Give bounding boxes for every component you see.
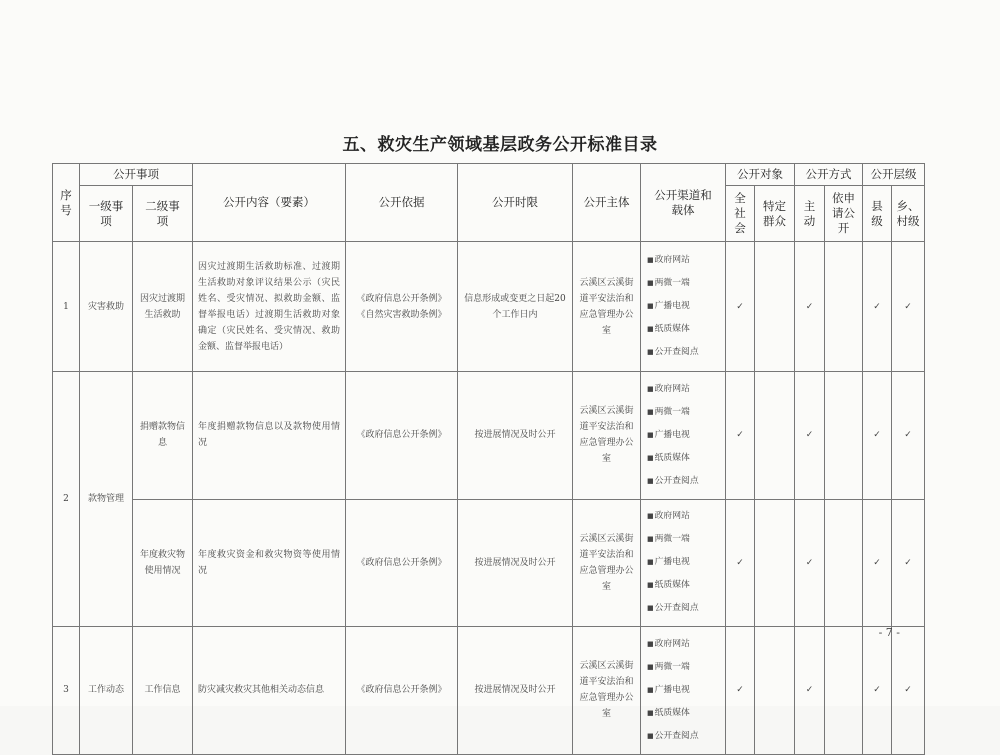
row-basis: 《政府信息公开条例》 <box>346 499 458 627</box>
row-subject: 云溪区云溪街道平安法治和应急管理办公室 <box>573 499 641 627</box>
row-basis: 《政府信息公开条例》 《自然灾害救助条例》 <box>346 242 458 372</box>
header-matters: 公开事项 <box>80 164 193 186</box>
row-basis: 《政府信息公开条例》 <box>346 627 458 755</box>
channel-item: ■ 两微一端 <box>647 278 725 290</box>
row-level2: 捐赠款物信息 <box>133 372 193 500</box>
header-method-apply: 依申请公开 <box>825 186 863 242</box>
channel-item: ■ 政府网站 <box>647 384 725 396</box>
check-mark: ✓ <box>863 499 892 627</box>
row-subject: 云溪区云溪街道平安法治和应急管理办公室 <box>573 372 641 500</box>
channel-item: ■ 广播电视 <box>647 301 725 313</box>
row-channels <box>641 499 726 627</box>
check-mark: ✓ <box>892 242 925 372</box>
row-channels <box>641 372 726 500</box>
row-basis: 《政府信息公开条例》 <box>346 372 458 500</box>
row-content: 因灾过渡期生活救助标准、过渡期生活救助对象评议结果公示（灾民姓名、受灾情况、拟救助金额、监督举报电话）过渡期生活救助对象确定（灾民姓名、受灾情况、救助金额、监督举报电话） <box>193 242 346 372</box>
row-channels <box>641 242 726 372</box>
channel-item: ■ 公开查阅点 <box>647 731 725 743</box>
header-subject: 公开主体 <box>573 164 641 242</box>
check-mark: ✓ <box>795 242 825 372</box>
row-level2: 因灾过渡期生活救助 <box>133 242 193 372</box>
header-level1: 一级事项 <box>80 186 133 242</box>
check-mark: ✓ <box>726 627 755 755</box>
header-time-limit: 公开时限 <box>458 164 573 242</box>
row-time-limit: 信息形成或变更之日起20个工作日内 <box>458 242 573 372</box>
check-mark: ✓ <box>863 627 892 755</box>
row-seq: 2 <box>53 372 80 627</box>
channel-item: ■ 公开查阅点 <box>647 603 725 615</box>
row-level1: 款物管理 <box>80 372 133 627</box>
header-level-county: 县级 <box>863 186 892 242</box>
row-time-limit: 按进展情况及时公开 <box>458 499 573 627</box>
page-number: - 7 - <box>878 626 900 639</box>
channel-item: ■ 两微一端 <box>647 407 725 419</box>
check-mark: ✓ <box>726 499 755 627</box>
check-mark: ✓ <box>795 627 825 755</box>
check-mark: ✓ <box>726 242 755 372</box>
row-level1: 灾害救助 <box>80 242 133 372</box>
channel-item: ■ 广播电视 <box>647 685 725 697</box>
check-mark: ✓ <box>863 372 892 500</box>
row-time-limit: 按进展情况及时公开 <box>458 627 573 755</box>
header-level: 公开层级 <box>863 164 925 186</box>
header-seq: 序号 <box>53 164 80 242</box>
row-seq: 3 <box>53 627 80 755</box>
row-channels <box>641 627 726 755</box>
check-mark: ✓ <box>726 372 755 500</box>
row-subject: 云溪区云溪街道平安法治和应急管理办公室 <box>573 242 641 372</box>
channel-item: ■ 广播电视 <box>647 557 725 569</box>
table-row <box>53 242 925 372</box>
row-subject: 云溪区云溪街道平安法治和应急管理办公室 <box>573 627 641 755</box>
check-mark: ✓ <box>795 372 825 500</box>
catalog-table <box>52 163 925 755</box>
row-seq: 1 <box>53 242 80 372</box>
row-content: 年度捐赠款物信息以及款物使用情况 <box>193 372 346 500</box>
table-row <box>53 372 925 500</box>
check-mark: ✓ <box>863 242 892 372</box>
check-mark: ✓ <box>892 627 925 755</box>
header-level2: 二级事项 <box>133 186 193 242</box>
row-time-limit: 按进展情况及时公开 <box>458 372 573 500</box>
row-content: 年度救灾资金和救灾物资等使用情况 <box>193 499 346 627</box>
channel-item: ■ 公开查阅点 <box>647 476 725 488</box>
channel-item: ■ 两微一端 <box>647 662 725 674</box>
header-method-active: 主动 <box>795 186 825 242</box>
channel-item: ■ 两微一端 <box>647 534 725 546</box>
header-target-specific: 特定群众 <box>755 186 795 242</box>
channel-item: ■ 公开查阅点 <box>647 347 725 359</box>
header-method: 公开方式 <box>795 164 863 186</box>
channel-item: ■ 政府网站 <box>647 639 725 651</box>
check-mark: ✓ <box>892 499 925 627</box>
channel-item: ■ 纸质媒体 <box>647 324 725 336</box>
table-row <box>53 627 925 755</box>
header-target-all: 全社会 <box>726 186 755 242</box>
channel-item: ■ 纸质媒体 <box>647 453 725 465</box>
header-content: 公开内容（要素） <box>193 164 346 242</box>
check-mark: ✓ <box>795 499 825 627</box>
channel-item: ■ 政府网站 <box>647 511 725 523</box>
channel-item: ■ 纸质媒体 <box>647 708 725 720</box>
header-channel: 公开渠道和载体 <box>641 164 726 242</box>
channel-item: ■ 纸质媒体 <box>647 580 725 592</box>
row-level1: 工作动态 <box>80 627 133 755</box>
channel-item: ■ 广播电视 <box>647 430 725 442</box>
channel-item: ■ 政府网站 <box>647 255 725 267</box>
header-basis: 公开依据 <box>346 164 458 242</box>
table-row <box>53 499 925 627</box>
header-level-town: 乡、村级 <box>892 186 925 242</box>
header-target: 公开对象 <box>726 164 795 186</box>
check-mark: ✓ <box>892 372 925 500</box>
row-level2: 工作信息 <box>133 627 193 755</box>
page-title: 五、救灾生产领域基层政务公开标准目录 <box>342 135 658 155</box>
row-level2: 年度救灾物使用情况 <box>133 499 193 627</box>
row-content: 防灾减灾救灾其他相关动态信息 <box>193 627 346 755</box>
